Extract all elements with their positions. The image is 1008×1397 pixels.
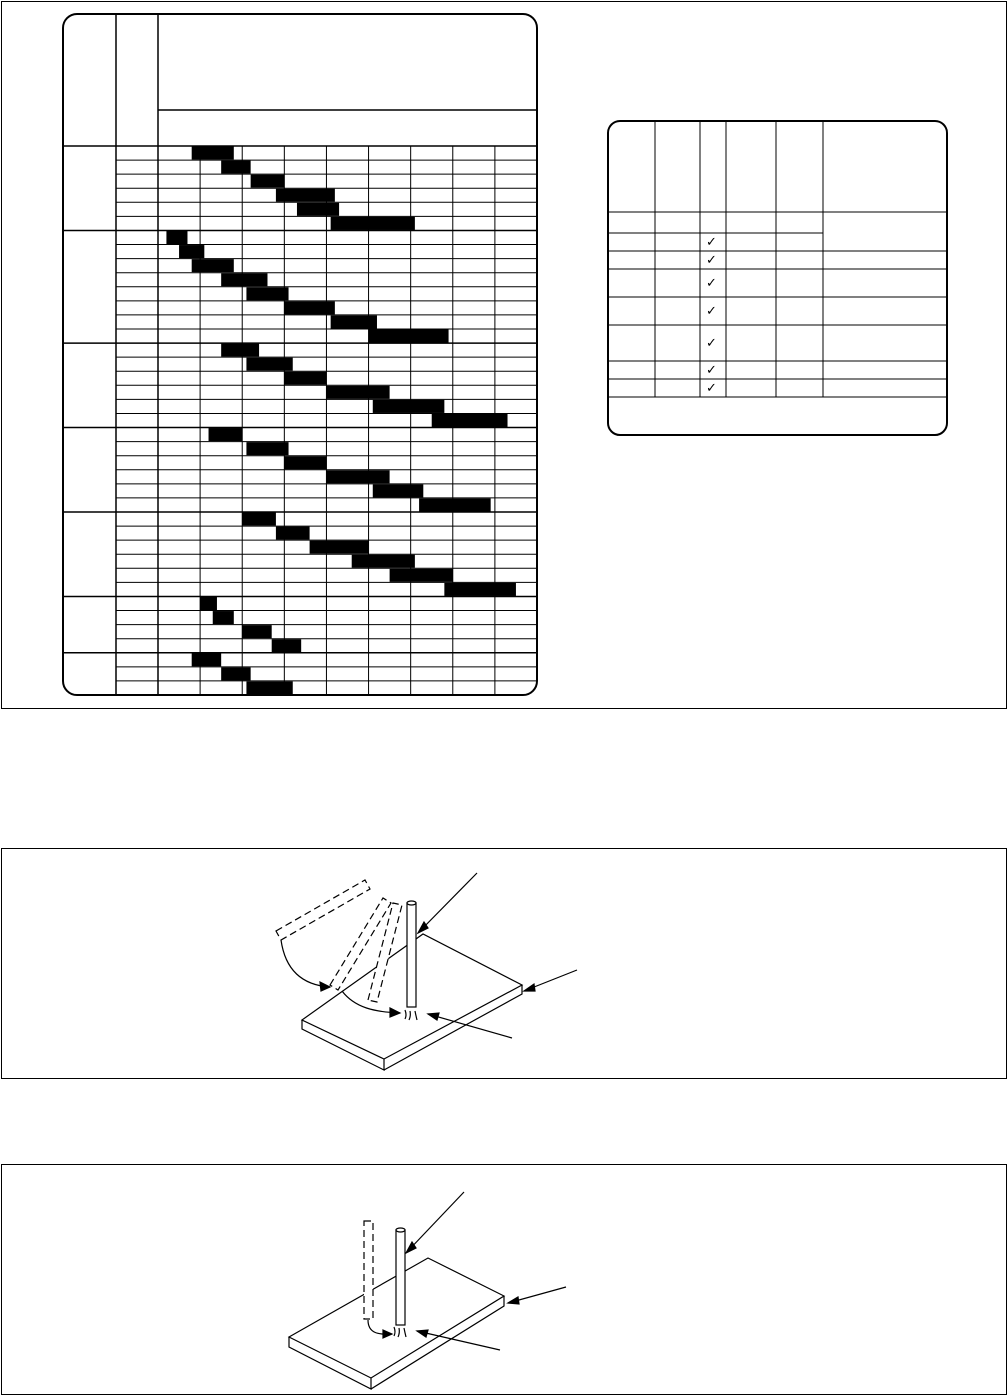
- rod-upright: [396, 1230, 405, 1325]
- rod-bend-figure-2: [0, 1164, 1008, 1395]
- leader-plate-arrowhead: [508, 1297, 519, 1304]
- leader-rod: [418, 873, 477, 933]
- leader-plate-arrowhead: [524, 984, 535, 991]
- bend-arrowhead-1: [320, 982, 330, 991]
- ghost-rods: [364, 1221, 373, 1319]
- ghost-rod-flat: [276, 880, 370, 940]
- bend-arc-arrow-1: [281, 940, 330, 987]
- rod-upright: [407, 903, 416, 1007]
- check-mark: ✓: [706, 381, 717, 396]
- check-mark: ✓: [706, 276, 717, 291]
- leader-rod: [406, 1192, 464, 1253]
- check-mark: ✓: [706, 363, 717, 378]
- ghost-rod-upright: [364, 1221, 373, 1319]
- check-table-border: [608, 121, 947, 435]
- check-mark: ✓: [706, 336, 717, 351]
- check-mark: ✓: [706, 304, 717, 319]
- check-mark: ✓: [706, 235, 717, 250]
- check-table-grid: [608, 121, 947, 397]
- rod-top-cap: [396, 1228, 405, 1232]
- check-mark: ✓: [706, 253, 717, 268]
- rod-top-cap: [407, 901, 416, 905]
- rod-bend-figure-1: [0, 848, 1008, 1079]
